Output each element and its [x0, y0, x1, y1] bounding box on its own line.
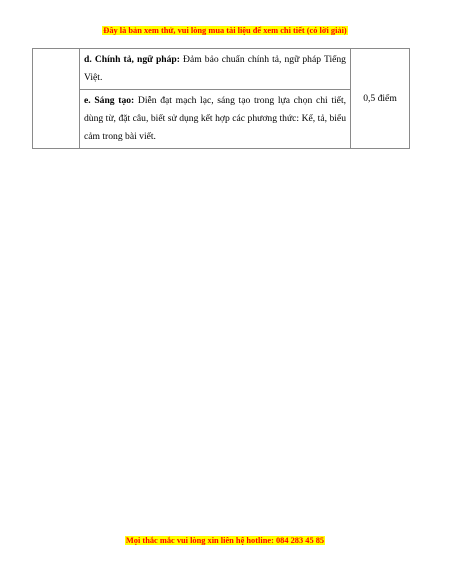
hotline-notice-banner — [0, 536, 450, 546]
preview-notice-text: Đây là bản xem thử, vui lòng mua tài liệu để xem chi tiết (có lời giải) — [103, 26, 347, 35]
rubric-criterion-cell — [80, 90, 351, 149]
criterion-description: Diễn đạt mạch lạc, sáng tạo trong lựa chọn chi tiết, dùng từ, đặt câu, biết sử dụng kết hợp các phương thức: Kể, tả, biểu cảm trong bài viết. — [84, 95, 347, 142]
criterion-title: d. Chính tả, ngữ pháp: — [84, 54, 180, 65]
rubric-section-cell — [33, 49, 80, 149]
table-row — [33, 49, 410, 90]
grading-rubric-table — [32, 48, 410, 149]
score-value: 0,5 điểm — [363, 92, 397, 104]
hotline-notice-text: Mọi thắc mắc vui lòng xin liên hệ hotline: 084 283 45 85 — [125, 536, 325, 545]
rubric-score-cell — [351, 49, 410, 149]
criterion-description: Đảm bảo chuẩn chính tả, ngữ pháp Tiếng Việt. — [84, 54, 346, 83]
preview-notice-banner — [0, 26, 450, 36]
rubric-criterion-cell — [80, 49, 351, 90]
criterion-title: e. Sáng tạo: — [84, 95, 135, 106]
